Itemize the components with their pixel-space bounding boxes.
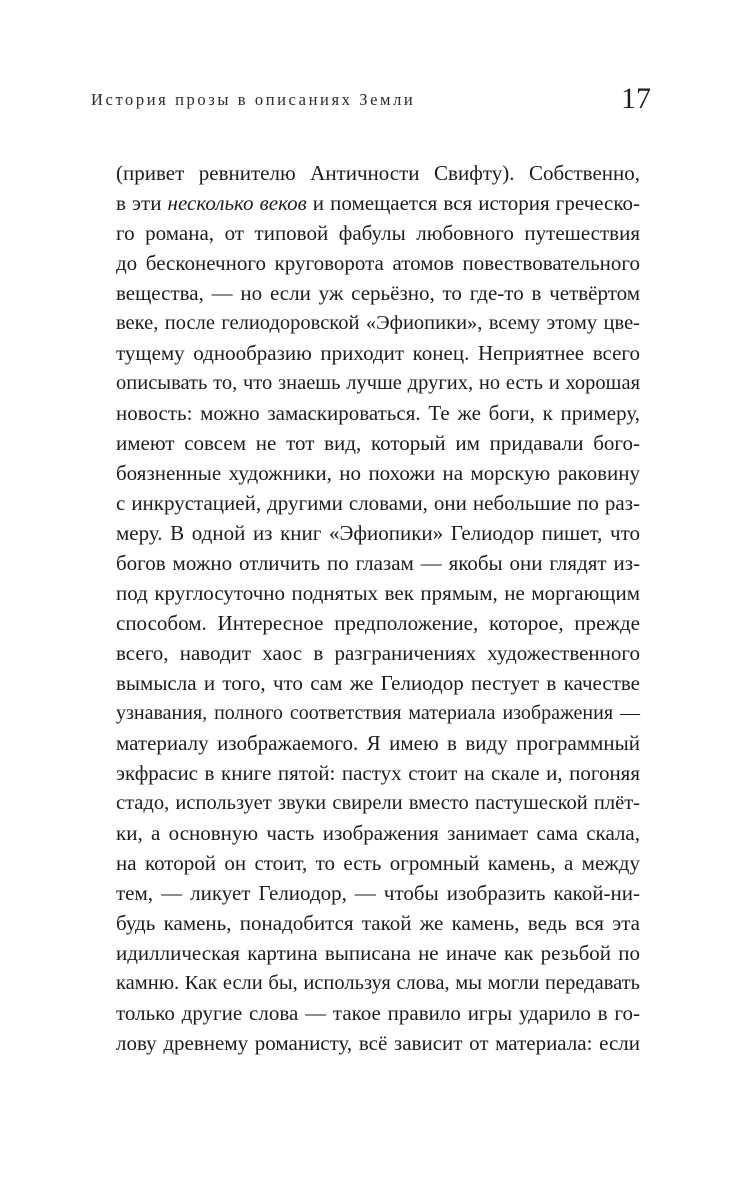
- text-line: богов можно отличить по глазам — якобы они глядят из-: [116, 551, 640, 575]
- text-line: способом. Интересное предположение, которое, прежде: [116, 611, 640, 635]
- text-line-segment: в эти: [116, 191, 168, 215]
- text-line: лову древнему романисту, всё зависит от материала: если: [116, 1031, 640, 1055]
- text-line: имеют совсем не тот вид, который им придавали бого-: [116, 431, 640, 455]
- text-line: только другие слова — такое правило игры ударило в го-: [116, 1001, 640, 1025]
- text-line: камню. Как если бы, используя слова, мы могли передавать: [116, 972, 640, 994]
- text-line: меру. В одной из книг «Эфиопики» Гелиодор пишет, что: [116, 521, 640, 545]
- text-line: го романа, от типовой фабулы любовного путешествия: [116, 221, 640, 245]
- text-line: идиллическая картина выписана не иначе как резьбой по: [116, 941, 640, 965]
- running-head: [91, 84, 651, 116]
- text-line: новость: можно замаскироваться. Те же боги, к примеру,: [116, 401, 640, 425]
- running-head-title: История прозы в описаниях Земли: [91, 90, 416, 109]
- text-line: узнавания, полного соответствия материала изображения —: [116, 702, 640, 724]
- italic-phrase: несколько веков: [167, 191, 307, 215]
- text-line: всего, наводит хаос в разграничениях художественного: [116, 641, 640, 665]
- text-line: стадо, использует звуки свирели вместо пастушеской плёт-: [116, 792, 640, 814]
- text-line-segment: и помещается вся история греческо-: [306, 191, 640, 215]
- text-line: вещества, — но если уж серьёзно, то где-то в четвёртом: [116, 281, 640, 305]
- text-line: ки, а основную часть изображения занимает сама скала,: [116, 821, 640, 845]
- text-line: боязненные художники, но похожи на морскую раковину: [116, 461, 640, 485]
- text-line: тущему однообразию приходит конец. Неприятнее всего: [116, 341, 640, 365]
- text-line: тем, — ликует Гелиодор, — чтобы изобразить какой-ни-: [116, 881, 640, 905]
- text-line: вымысла и того, что сам же Гелиодор пестует в качестве: [116, 671, 640, 695]
- text-line: экфрасис в книге пятой: пастух стоит на скале и, погоняя: [116, 761, 640, 785]
- text-line: [116, 188, 640, 218]
- text-line: веке, после гелиодоровской «Эфиопики», всему этому цве-: [116, 312, 640, 334]
- text-line: описывать то, что знаешь лучше других, но есть и хорошая: [116, 372, 640, 394]
- text-line: (привет ревнителю Античности Свифту). Собственно,: [116, 161, 640, 185]
- text-line: под круглосуточно поднятых век прямым, не моргающим: [116, 581, 640, 605]
- text-line: до бесконечного круговорота атомов повествовательного: [116, 251, 640, 275]
- body-text: [116, 158, 640, 1058]
- text-line: с инкрустацией, другими словами, они небольшие по раз-: [116, 491, 640, 515]
- text-line: будь камень, понадобится такой же камень, ведь вся эта: [116, 911, 640, 935]
- page-number: 17: [621, 82, 651, 115]
- text-line: материалу изображаемого. Я имею в виду программный: [116, 731, 640, 755]
- text-line: на которой он стоит, то есть огромный камень, а между: [116, 851, 640, 875]
